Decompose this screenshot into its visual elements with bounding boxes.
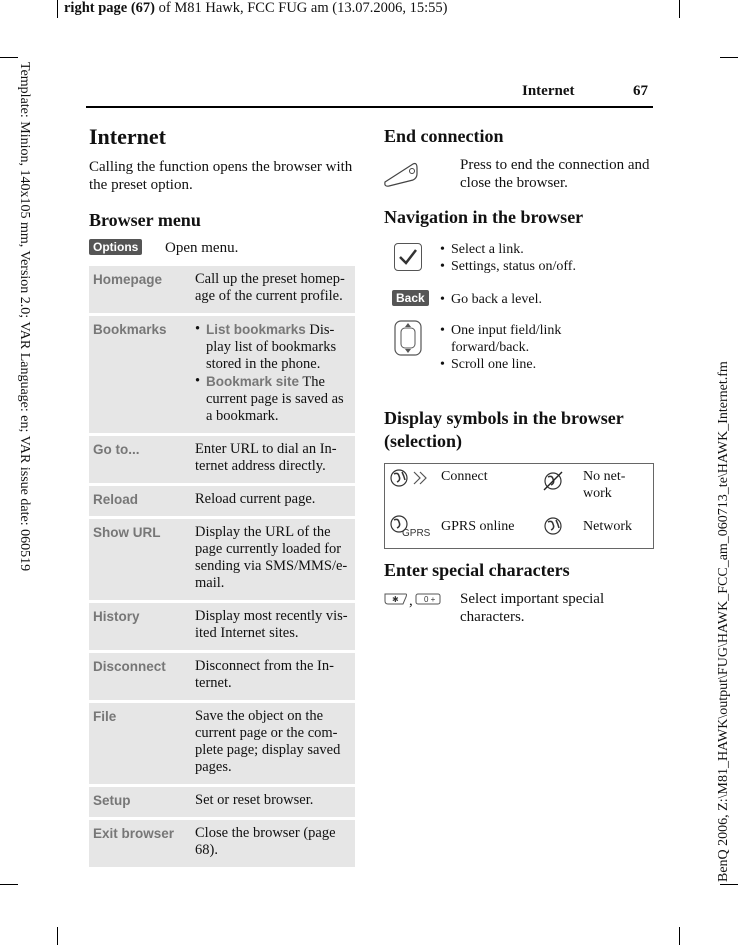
table-row [89, 653, 355, 700]
crop-mark [679, 927, 680, 945]
menu-desc: Save the object on the current page or the com-plete page; display saved pages. [187, 703, 355, 784]
table-row [89, 820, 355, 867]
back-list [440, 291, 650, 308]
crop-mark [679, 0, 680, 18]
joystick-icon [394, 320, 422, 356]
crop-mark [720, 57, 738, 58]
list-item: • One input field/link forward/back. [440, 322, 590, 356]
menu-desc: Close the browser (page 68). [187, 820, 355, 867]
end-connection-text: Press to end the connection and close the browser. [460, 157, 650, 191]
checkmark-icon [395, 244, 421, 270]
menu-desc: Call up the preset homep-age of the current profile. [187, 266, 355, 313]
svg-text:✱: ✱ [392, 595, 399, 604]
end-connection-heading: End connection [384, 126, 504, 146]
zero-key-icon [415, 592, 441, 606]
crop-mark [0, 57, 18, 58]
menu-desc: Set or reset browser. [187, 787, 355, 817]
crop-mark [57, 927, 58, 945]
list-item: • Scroll one line. [440, 356, 590, 373]
intro-text: Calling the function opens the browser with the preset option. [89, 159, 353, 193]
table-row [89, 436, 355, 483]
menu-desc [187, 316, 355, 433]
options-softkey: Options [89, 239, 142, 255]
svg-text:0 +: 0 + [424, 595, 436, 604]
crop-mark [0, 884, 18, 885]
menu-key: Homepage [89, 266, 187, 313]
list-item: • Select a link. [440, 241, 650, 258]
select-key-list [440, 241, 650, 275]
menu-key: History [89, 603, 187, 650]
menu-desc: Display most recently vis-ited Internet sites. [187, 603, 355, 650]
menu-key: Disconnect [89, 653, 187, 700]
menu-key: Show URL [89, 519, 187, 600]
list-item: • Settings, status on/off. [440, 258, 650, 275]
menu-key: Bookmarks [89, 316, 187, 433]
end-call-key-icon [383, 160, 419, 188]
crop-mark [720, 884, 738, 885]
table-row [89, 316, 355, 433]
crop-mark [57, 0, 58, 18]
globe-no-network-icon [541, 469, 565, 493]
select-key-icon [394, 243, 422, 271]
navigation-heading: Navigation in the browser [384, 207, 584, 227]
menu-desc: Reload current page. [187, 486, 355, 516]
menu-key: Go to... [89, 436, 187, 483]
star-key-icon [384, 592, 408, 606]
menu-desc: Enter URL to dial an In-ternet address directly. [187, 436, 355, 483]
globe-gprs-icon [389, 514, 431, 538]
page-title: Internet [89, 124, 166, 149]
options-text: Open menu. [165, 240, 239, 256]
display-symbols-heading: Display symbols in the browser (selection) [384, 408, 624, 451]
table-row [89, 703, 355, 784]
svg-text:GPRS: GPRS [402, 528, 431, 538]
table-row [89, 787, 355, 817]
joystick-list [440, 322, 590, 373]
symbol-label: No net-work [583, 469, 626, 501]
table-row [89, 519, 355, 600]
globe-network-icon [541, 514, 565, 538]
browser-menu-heading: Browser menu [89, 210, 201, 230]
menu-desc: Disconnect from the In-ternet. [187, 653, 355, 700]
globe-connect-icon [389, 468, 431, 488]
print-slug: right page (67) of M81 Hawk, FCC FUG am (13.07.2006, 15:55) [64, 0, 448, 16]
header-rule [86, 106, 653, 108]
key-separator: , [409, 593, 413, 609]
menu-desc: Display the URL of the page currently loaded for sending via SMS/MMS/e-mail. [187, 519, 355, 600]
browser-menu-table [89, 263, 355, 870]
list-item: • Bookmark site The current page is saved as a bookmark. [195, 373, 349, 425]
menu-key: Reload [89, 486, 187, 516]
menu-key: File [89, 703, 187, 784]
special-chars-text: Select important special characters. [460, 591, 605, 625]
menu-key: Exit browser [89, 820, 187, 867]
special-chars-heading: Enter special characters [384, 560, 570, 580]
right-margin-text: BenQ 2006, Z:\M81_HAWK\output\FUG\HAWK_FCC_am_060713_te\HAWK_Internet.fm [716, 361, 731, 882]
back-softkey: Back [392, 290, 429, 306]
menu-key: Setup [89, 787, 187, 817]
page-number: 67 [633, 83, 648, 99]
table-row [89, 486, 355, 516]
symbol-label: Network [583, 519, 632, 534]
table-row [89, 603, 355, 650]
list-item: • List bookmarks Dis-play list of bookmarks stored in the phone. [195, 321, 349, 373]
symbol-label: GPRS online [441, 519, 515, 534]
symbol-label: Connect [441, 469, 488, 484]
list-item: • Go back a level. [440, 291, 650, 308]
table-row [89, 266, 355, 313]
left-margin-text: Template: Minion, 140x105 mm, Version 2.0; VAR Language: en; VAR issue date: 060519 [17, 62, 32, 572]
running-header-section: Internet [522, 83, 575, 99]
